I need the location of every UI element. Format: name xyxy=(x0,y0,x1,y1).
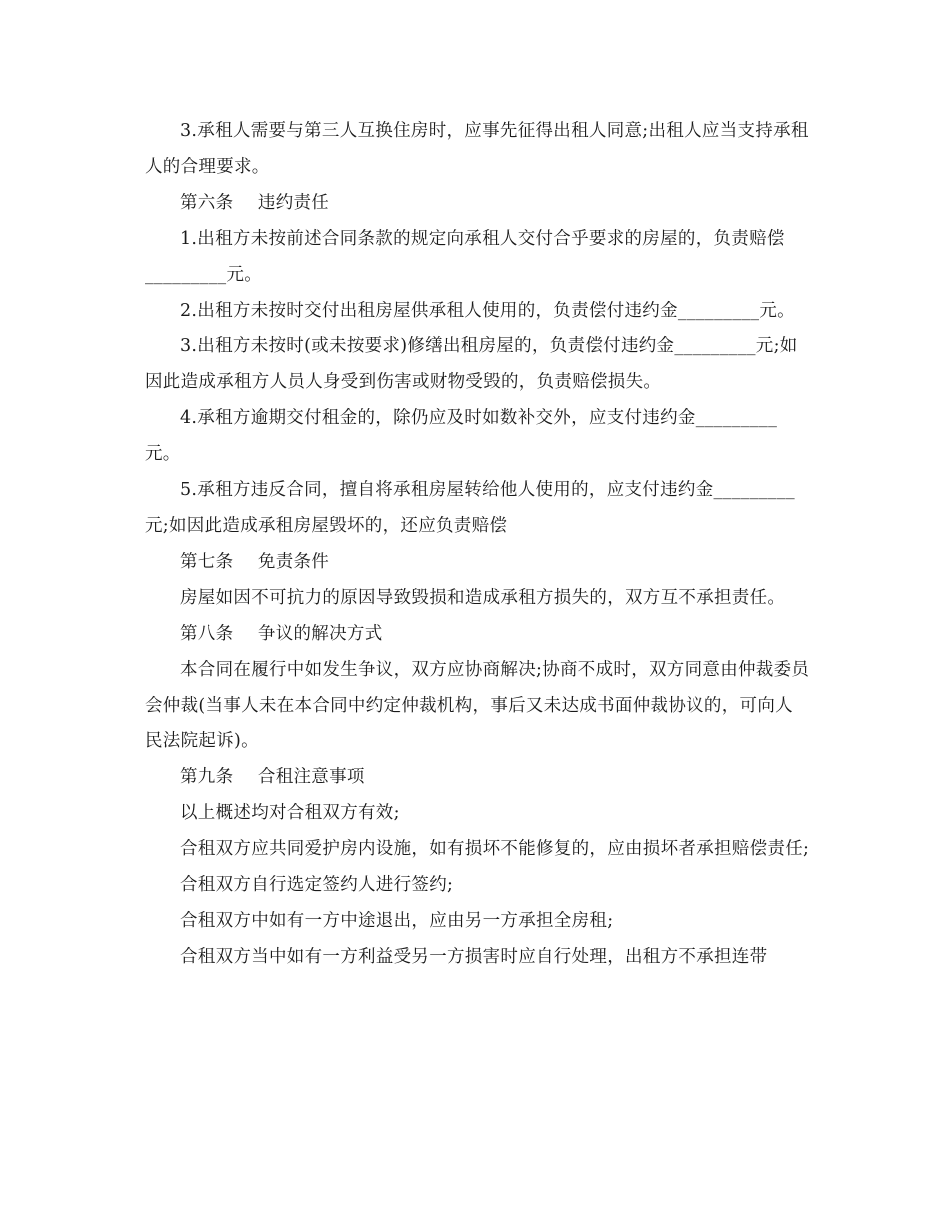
article-title: 合租注意事项 xyxy=(257,767,365,788)
article-number: 第八条 xyxy=(180,623,234,644)
clause-paragraph: 2.出租方未按时交付出租房屋供承租人使用的，负责偿付违约金_________元。 xyxy=(180,300,795,321)
article-heading xyxy=(145,760,810,796)
article-heading xyxy=(145,186,810,222)
clause-paragraph: 本合同在履行中如发生争议，双方应协商解决;协商不成时，双方同意由仲裁委员会仲裁(当事人未在本合同中约定仲裁机构，事后又未达成书面仲裁协议的，可向人民法院起诉)。 xyxy=(145,659,810,752)
article-number: 第六条 xyxy=(180,192,234,213)
clause-paragraph: 合租双方自行选定签约人进行签约; xyxy=(180,875,454,896)
article-heading xyxy=(145,617,810,653)
article-number: 第九条 xyxy=(180,767,234,788)
clause-paragraph: 房屋如因不可抗力的原因导致毁损和造成承租方损失的，双方互不承担责任。 xyxy=(180,587,786,608)
clause-paragraph: 1.出租方未按前述合同条款的规定向承租人交付合乎要求的房屋的，负责赔偿_________元。 xyxy=(145,228,785,285)
article-number: 第七条 xyxy=(180,551,234,572)
clause-paragraph: 以上概述均对合租双方有效; xyxy=(180,803,400,824)
clause-paragraph: 3.承租人需要与第三人互换住房时，应事先征得出租人同意;出租人应当支持承租人的合理要求。 xyxy=(145,121,809,177)
clause-paragraph: 合租双方中如有一方中途退出，应由另一方承担全房租; xyxy=(180,910,614,931)
article-title: 争议的解决方式 xyxy=(257,623,383,644)
clause-paragraph: 合租双方应共同爱护房内设施，如有损坏不能修复的，应由损坏者承担赔偿责任; xyxy=(180,839,810,860)
clause-paragraph: 5.承租方违反合同，擅自将承租房屋转给他人使用的，应支付违约金_________元;如因此造成承租房屋毁坏的，还应负责赔偿 xyxy=(145,480,795,536)
document-body xyxy=(145,114,810,976)
article-title: 违约责任 xyxy=(257,192,330,213)
article-title: 免责条件 xyxy=(257,551,330,572)
clause-paragraph: 4.承租方逾期交付租金的，除仍应及时如数补交外，应支付违约金_________元。 xyxy=(145,408,778,465)
clause-paragraph: 合租双方当中如有一方利益受另一方损害时应自行处理，出租方不承担连带 xyxy=(180,946,768,967)
clause-paragraph: 3.出租方未按时(或未按要求)修缮出租房屋的，负责偿付违约金_________元;如因此造成承租方人员人身受到伤害或财物受毁的，负责赔偿损失。 xyxy=(145,336,798,393)
article-heading xyxy=(145,545,810,581)
